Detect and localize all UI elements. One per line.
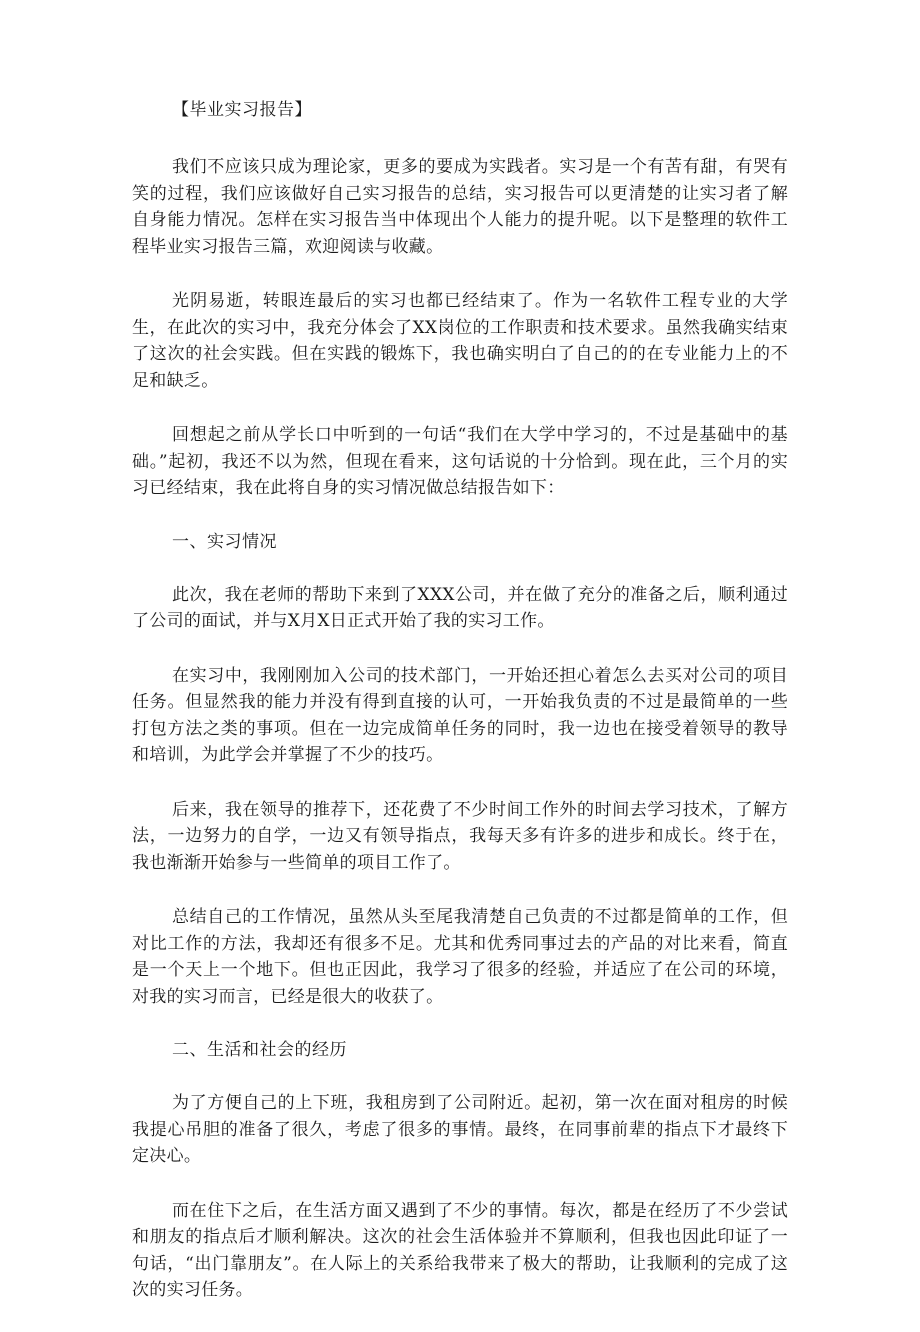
document-title: 【毕业实习报告】 (172, 100, 312, 120)
intro-paragraph: 光阴易逝，转眼连最后的实习也都已经结束了。作为一名软件工程专业的大学生，在此次的实习中，我充分体会了XX岗位的工作职责和技术要求。虽然我确实结束了这次的社会实践。但在实践的锻炼下，我也确实明白了自己的的在专业能力上的不足和缺乏。 (132, 291, 788, 391)
section2-paragraph: 而在住下之后，在生活方面又遇到了不少的事情。每次，都是在经历了不少尝试和朋友的指点后才顺利解决。这次的社会生活体验并不算顺利，但我也因此印证了一句话，“出门靠朋友”。在人际上的关系给我带来了极大的帮助，让我顺利的完成了这次的实习任务。 (132, 1200, 788, 1300)
section1-paragraph: 总结自己的工作情况，虽然从头至尾我清楚自己负责的不过都是简单的工作，但对比工作的方法，我却还有很多不足。尤其和优秀同事过去的产品的对比来看，简直是一个天上一个地下。但也正因此，我学习了很多的经验，并适应了在公司的环境，对我的实习而言，已经是很大的收获了。 (132, 907, 788, 1007)
section-heading-internship: 一、实习情况 (172, 531, 277, 552)
section-heading-life: 二、生活和社会的经历 (172, 1040, 347, 1060)
section2-paragraph: 为了方便自己的上下班，我租房到了公司附近。起初，第一次在面对租房的时候我提心吊胆的准备了很久，考虑了很多的事情。最终，在同事前辈的指点下才最终下定决心。 (132, 1093, 788, 1166)
section1-paragraph: 后来，我在领导的推荐下，还花费了不少时间工作外的时间去学习技术，了解方法，一边努力的自学，一边又有领导指点，我每天多有许多的进步和成长。终于在，我也渐渐开始参与一些简单的项目工作了。 (132, 799, 788, 873)
section1-paragraph: 此次，我在老师的帮助下来到了XXX公司，并在做了充分的准备之后，顺利通过了公司的面试，并与X月X日正式开始了我的实习工作。 (132, 584, 788, 631)
intro-paragraph: 回想起之前从学长口中听到的一句话“我们在大学中学习的，不过是基础中的基础。”起初，我还不以为然，但现在看来，这句话说的十分恰到。现在此，三个月的实习已经结束，我在此将自身的实习情况做总结报告如下： (132, 425, 788, 498)
document-page (132, 98, 788, 1332)
section1-paragraph: 在实习中，我刚刚加入公司的技术部门，一开始还担心着怎么去买对公司的项目任务。但显然我的能力并没有得到直接的认可，一开始我负责的不过是最简单的一些打包方法之类的事项。但在一边完成简单任务的同时，我一边也在接受着领导的教导和培训，为此学会并掌握了不少的技巧。 (132, 665, 788, 765)
intro-paragraph: 我们不应该只成为理论家，更多的要成为实践者。实习是一个有苦有甜，有哭有笑的过程，我们应该做好自己实习报告的总结，实习报告可以更清楚的让实习者了解自身能力情况。怎样在实习报告当中体现出个人能力的提升呢。以下是整理的软件工程毕业实习报告三篇，欢迎阅读与收藏。 (132, 157, 788, 257)
